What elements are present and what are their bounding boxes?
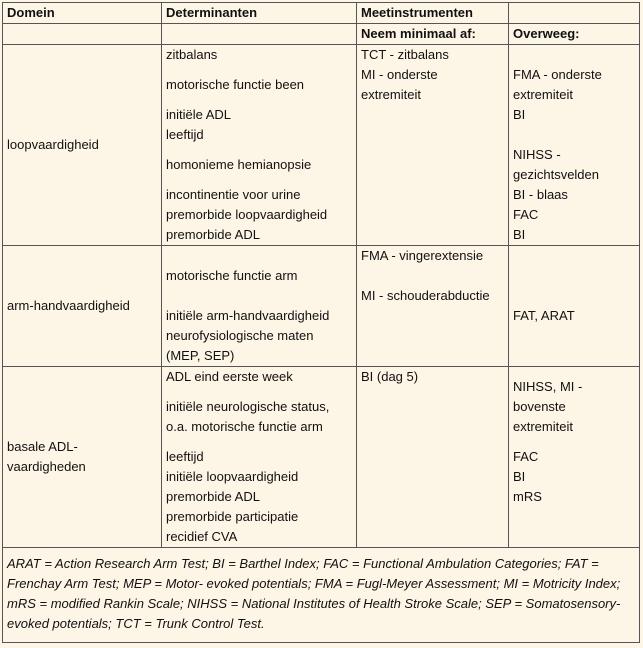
- determinant-item: initiële arm-handvaardigheid: [166, 308, 330, 323]
- row-loopvaardigheid: [3, 45, 640, 246]
- instrument-item: extremiteit: [513, 419, 573, 434]
- domain-cell: [3, 367, 162, 548]
- determinanten-cell: [162, 246, 357, 367]
- instrument-item: FAC: [513, 207, 539, 222]
- instrument-item: FMA - onderste: [513, 67, 602, 82]
- col-header-determinanten: Determinanten: [162, 3, 357, 24]
- subheader-empty-1: [3, 24, 162, 45]
- domain-label: arm-handvaardigheid: [7, 298, 130, 313]
- determinant-item: premorbide participatie: [166, 509, 299, 524]
- footnote-row: [3, 548, 640, 643]
- determinant-item: premorbide loopvaardigheid: [166, 207, 328, 222]
- instrument-item: TCT - zitbalans: [361, 47, 449, 62]
- determinant-item: zitbalans: [166, 47, 218, 62]
- determinant-item: incontinentie voor urine: [166, 187, 301, 202]
- instrument-item: BI (dag 5): [361, 369, 419, 384]
- determinant-item: (MEP, SEP): [166, 348, 235, 363]
- determinant-item: motorische functie been: [166, 77, 305, 92]
- instrument-item: extremiteit: [361, 87, 421, 102]
- row-basale-adl: [3, 367, 640, 548]
- header-row: [3, 3, 640, 24]
- determinant-item: homonieme hemianopsie: [166, 157, 312, 172]
- neem-cell: [357, 246, 509, 367]
- determinant-item: premorbide ADL: [166, 227, 260, 242]
- determinant-item: neurofysiologische maten: [166, 328, 314, 343]
- determinants-table: [2, 2, 640, 643]
- instrument-item: gezichtsvelden: [513, 167, 599, 182]
- subheader-neem-minimaal-af: Neem minimaal af:: [357, 24, 509, 45]
- determinant-item: premorbide ADL: [166, 489, 260, 504]
- determinant-item: initiële ADL: [166, 107, 232, 122]
- instrument-item: BI: [513, 107, 526, 122]
- overweeg-cell: [509, 45, 640, 246]
- overweeg-cell: [509, 246, 640, 367]
- determinant-item: initiële loopvaardigheid: [166, 469, 299, 484]
- instrument-item: FMA - vingerextensie: [361, 248, 484, 263]
- instrument-item: NIHSS -: [513, 147, 561, 162]
- domain-cell: [3, 246, 162, 367]
- instrument-item: BI: [513, 227, 526, 242]
- instrument-item: MI - schouderabductie: [361, 288, 490, 303]
- instrument-item: MI - onderste: [361, 67, 438, 82]
- instrument-item: BI - blaas: [513, 187, 568, 202]
- domain-label: vaardigheden: [7, 459, 86, 474]
- determinant-item: recidief CVA: [166, 529, 238, 544]
- instrument-item: FAT, ARAT: [513, 308, 575, 323]
- domain-label: loopvaardigheid: [7, 137, 99, 152]
- determinanten-cell: [162, 367, 357, 548]
- abbreviation-footnote: ARAT = Action Research Arm Test; BI = Barthel Index; FAC = Functional Ambulation Categories; FAT = Frenchay Arm Test; MEP = Motor- evoked potentials; FMA = Fugl-Meyer Assessment; MI = Motricity Index; mRS = modified Rankin Scale; NIHSS = National Institutes of Health Stroke Scale; SEP = Somatosensory-evoked potentials; TCT = Trunk Control Test.: [3, 548, 640, 643]
- determinant-item: o.a. motorische functie arm: [166, 419, 323, 434]
- overweeg-cell: [509, 367, 640, 548]
- instrument-item: NIHSS, MI -: [513, 379, 583, 394]
- neem-cell: [357, 367, 509, 548]
- subheader-empty-2: [162, 24, 357, 45]
- determinant-item: ADL eind eerste week: [166, 369, 293, 384]
- domain-cell: [3, 45, 162, 246]
- determinant-item: motorische functie arm: [166, 268, 298, 283]
- domain-label: basale ADL-: [7, 439, 78, 454]
- determinant-item: initiële neurologische status,: [166, 399, 330, 414]
- subheader-row: [3, 24, 640, 45]
- col-header-domein: Domein: [3, 3, 162, 24]
- col-header-empty: [509, 3, 640, 24]
- row-arm-handvaardigheid: [3, 246, 640, 367]
- determinant-item: leeftijd: [166, 127, 204, 142]
- instrument-item: FAC: [513, 449, 539, 464]
- instrument-item: BI: [513, 469, 526, 484]
- determinant-item: leeftijd: [166, 449, 204, 464]
- instrument-item: bovenste: [513, 399, 566, 414]
- determinanten-cell: [162, 45, 357, 246]
- col-header-meetinstrumenten: Meetinstrumenten: [357, 3, 509, 24]
- neem-cell: [357, 45, 509, 246]
- instrument-item: mRS: [513, 489, 542, 504]
- instrument-item: extremiteit: [513, 87, 573, 102]
- subheader-overweeg: Overweeg:: [509, 24, 640, 45]
